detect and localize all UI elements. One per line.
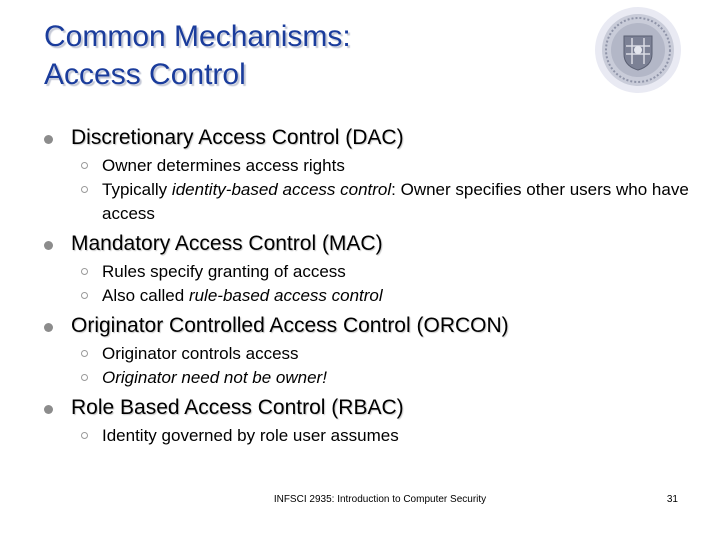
bullet-text: Role Based Access Control (RBAC) [71, 396, 404, 419]
sub-bullet [44, 154, 694, 178]
university-seal-icon [594, 6, 682, 94]
bullet-rbac [44, 394, 694, 422]
sub-bullet-circle-icon [81, 268, 88, 275]
sub-bullet-text-pre: Typically [102, 180, 172, 199]
sub-bullet [44, 342, 694, 366]
slide-title [44, 18, 351, 94]
bullet-text: Originator Controlled Access Control (ORCON) [71, 314, 509, 337]
bullet-dot-icon [44, 135, 53, 144]
bullet-mac [44, 230, 694, 258]
sub-list-orcon [44, 342, 694, 390]
sub-bullet-text-post: : Owner specifies other users who have access [102, 180, 689, 223]
sub-bullet-circle-icon [81, 292, 88, 299]
bullet-text: Mandatory Access Control (MAC) [71, 232, 383, 255]
bullet-text: Discretionary Access Control (DAC) [71, 126, 404, 149]
bullet-dac [44, 124, 694, 152]
sub-bullet-text-em: identity-based access control [171, 180, 392, 199]
bullet-dot-icon [44, 405, 53, 414]
sub-bullet-text-em: Originator need not be owner! [102, 368, 327, 387]
sub-bullet-circle-icon [81, 186, 88, 193]
sub-bullet-circle-icon [81, 432, 88, 439]
sub-list-mac [44, 260, 694, 308]
sub-bullet [44, 424, 694, 448]
sub-bullet [44, 366, 694, 390]
page-number: 31 [666, 494, 678, 505]
sub-bullet-text: Owner determines access rights [102, 156, 345, 175]
sub-list-rbac [44, 424, 694, 448]
title-line-1: Common Mechanisms: [44, 20, 351, 53]
bullet-dot-icon [44, 241, 53, 250]
sub-bullet [44, 284, 694, 308]
bullet-orcon [44, 312, 694, 340]
sub-bullet [44, 260, 694, 284]
title-line-2: Access Control [44, 58, 246, 91]
sub-bullet-circle-icon [81, 162, 88, 169]
sub-bullet-circle-icon [81, 350, 88, 357]
sub-list-dac [44, 154, 694, 226]
bullet-list [44, 124, 694, 452]
sub-bullet-text: Rules specify granting of access [102, 262, 346, 281]
sub-bullet-text-em: rule-based access control [188, 286, 383, 305]
sub-bullet [44, 178, 694, 226]
sub-bullet-text: Identity governed by role user assumes [102, 426, 399, 445]
sub-bullet-text: Originator controls access [102, 344, 299, 363]
footer-course-title: INFSCI 2935: Introduction to Computer Security [273, 494, 487, 505]
sub-bullet-text-pre: Also called [102, 286, 189, 305]
bullet-dot-icon [44, 323, 53, 332]
sub-bullet-circle-icon [81, 374, 88, 381]
